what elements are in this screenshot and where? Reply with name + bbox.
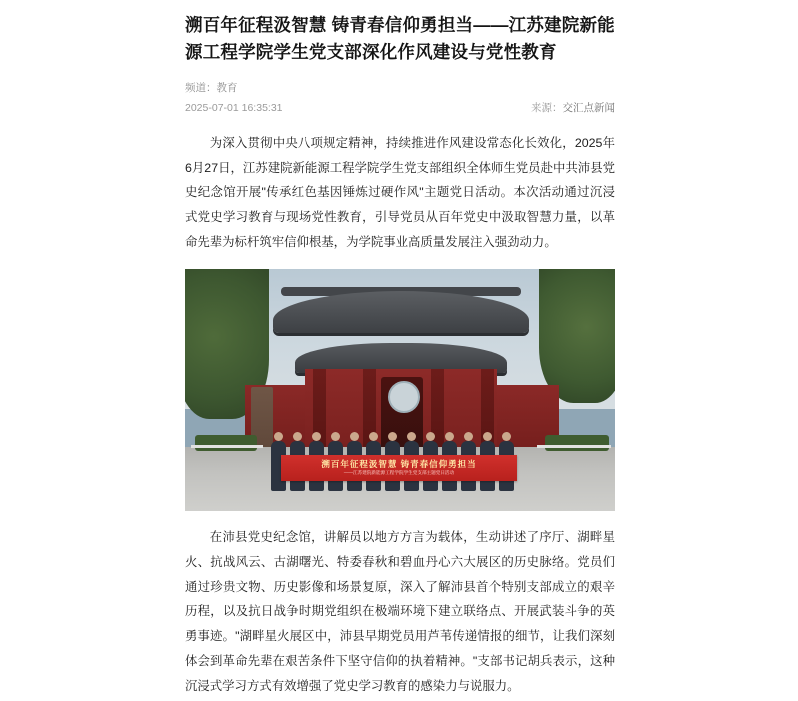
- page-title: 溯百年征程汲智慧 铸青春信仰勇担当——江苏建院新能源工程学院学生党支部深化作风建设与党性教育: [185, 15, 615, 63]
- source-label: [531, 100, 615, 117]
- article-photo: [185, 269, 615, 511]
- railing-right: [537, 445, 611, 472]
- banner-main-text: 溯百年征程汲智慧 铸青春信仰勇担当: [321, 458, 477, 469]
- article-container: [185, 0, 615, 701]
- meta-line: [185, 100, 615, 117]
- article-meta: [185, 80, 615, 117]
- article-body: [185, 131, 615, 255]
- publish-date: 2025-07-01 16:35:31: [185, 102, 283, 115]
- source-name[interactable]: 交汇点新闻: [562, 102, 615, 115]
- channel-label: 频道：教育: [185, 82, 238, 95]
- banner-sub-text: ——江苏建院新能源工程学院学生党支部主题党日活动: [343, 469, 455, 475]
- paragraph-1: 为深入贯彻中央八项规定精神，持续推进作风建设常态化长效化，2025年6月27日，江苏建院新能源工程学院学生党支部组织全体师生党员赴中共沛县党史纪念馆开展"传承红色基因锤炼过硬作风"主题党日活动。本次活动通过沉浸式党史学习教育与现场党性教育，引导党员从百年党史中汲取智慧力量，以革命先辈为标杆筑牢信仰根基，为学院事业高质量发展注入强劲动力。: [185, 135, 615, 250]
- event-banner: [281, 455, 517, 481]
- party-emblem-icon: [388, 381, 420, 413]
- source-prefix: 来源：: [531, 102, 563, 115]
- paragraph-2: 在沛县党史纪念馆，讲解员以地方方言为载体，生动讲述了序厅、湖畔星火、抗战风云、古湖曙光、特委春秋和碧血丹心六大展区的历史脉络。党员们通过珍贵文物、历史影像和场景复原，深入了解沛县首个特别支部成立的艰辛历程，以及抗日战争时期党组织在极端环境下建立联络点、开展武装斗争的英勇事迹。"湖畔星火展区中，沛县早期党员用芦苇传递情报的细节，让我们深刻体会到革命先辈在艰苦条件下坚守信仰的执着精神。"支部书记胡兵表示，这种沉浸式学习方式有效增强了党史学习教育的感染力与说服力。: [185, 529, 615, 693]
- tree-right: [539, 269, 615, 403]
- railing-left: [191, 445, 263, 472]
- article-body-continued: [185, 525, 615, 699]
